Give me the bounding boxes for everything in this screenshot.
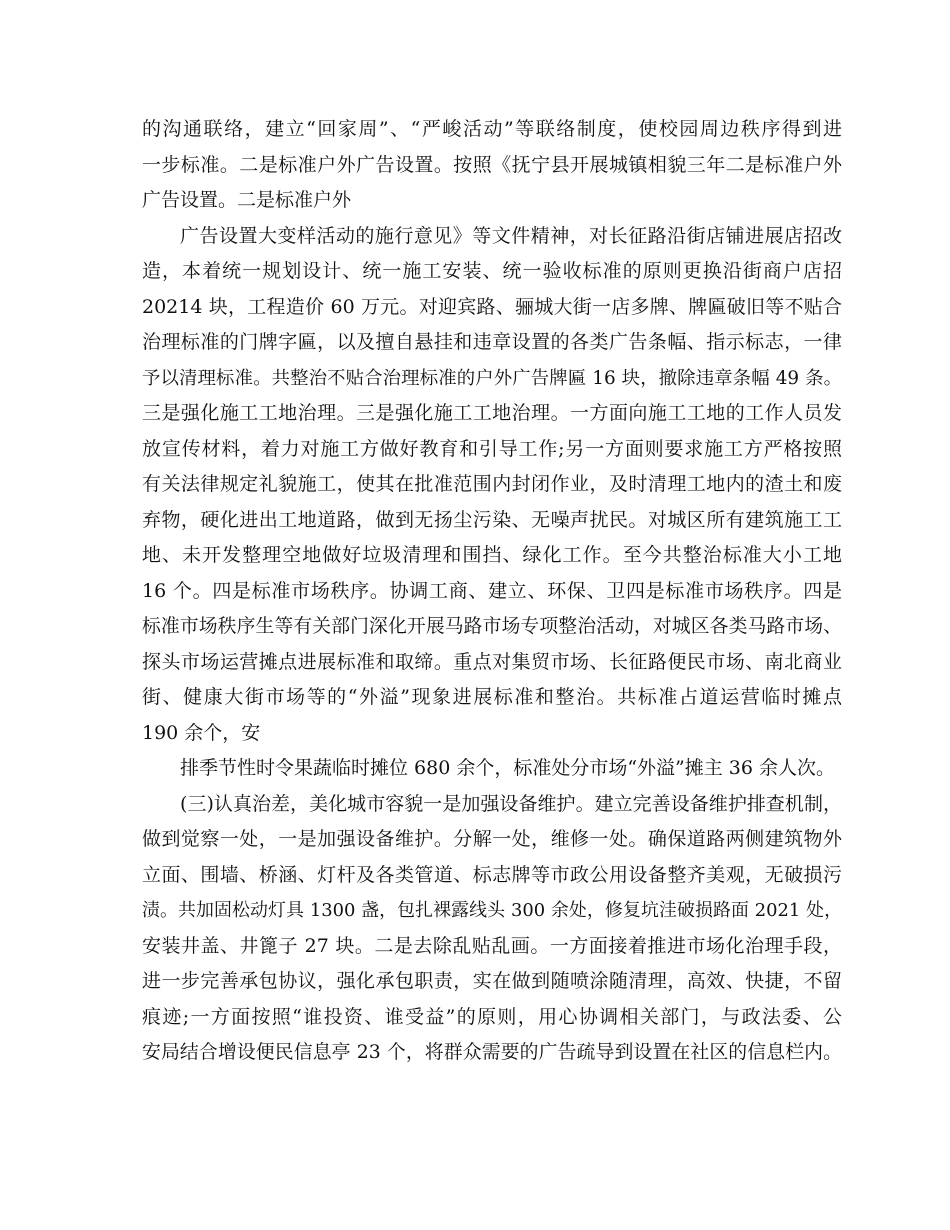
paragraph-start-line: 排季节性时令果蔬临时摊位 680 余个，标准处分市场“外溢”摊主 36 余人次。 <box>180 757 836 779</box>
text-line: 地、未开发整理空地做好垃圾清理和围挡、绿化工作。至今共整治标准大小工地 <box>142 544 842 566</box>
paragraph-start-line: 广告设置大变样活动的施行意见》等文件精神，对长征路沿街店铺进展店招改 <box>180 224 842 247</box>
text-line: 探头市场运营摊点进展标准和取缔。重点对集贸市场、长征路便民市场、南北商业 <box>142 650 842 673</box>
text-line: 造，本着统一规划设计、统一施工安装、统一验收标准的原则更换沿街商户店招 <box>142 260 842 282</box>
text-line: 标准市场秩序生等有关部门深化开展马路市场专项整治活动，对城区各类马路市场、 <box>142 616 842 637</box>
text-line: 的沟通联络，建立“回家周”、“严峻活动”等联络制度，使校园周边秩序得到进 <box>142 118 842 140</box>
text-line: 进一步完善承包协议，强化承包职责，实在做到随喷涂随清理，高效、快捷，不留 <box>142 970 842 992</box>
text-line: 做到觉察一处，一是加强设备维护。分解一处，维修一处。确保道路两侧建筑物外 <box>142 828 842 850</box>
text-line: 予以清理标准。共整治不贴合治理标准的户外广告牌匾 16 块，撤除违章条幅 49 条。 <box>142 367 842 389</box>
text-line: 广告设置。二是标准户外 <box>142 189 352 211</box>
text-line: 痕迹;一方面按照“谁投资、谁受益”的原则，用心协调相关部门，与政法委、公 <box>142 1005 842 1028</box>
text-line: 三是强化施工工地治理。三是强化施工工地治理。一方面向施工工地的工作人员发 <box>142 402 842 424</box>
text-line: 安装井盖、井篦子 27 块。二是去除乱贴乱画。一方面接着推进市场化治理手段， <box>142 934 842 957</box>
paragraph-start-line: (三)认真治差，美化城市容貌一是加强设备维护。建立完善设备维护排查机制， <box>180 792 842 815</box>
text-line: 有关法律规定礼貌施工，使其在批准范围内封闭作业，及时清理工地内的渣土和废 <box>142 473 842 495</box>
text-line: 治理标准的门牌字匾，以及擅自悬挂和违章设置的各类广告条幅、指示标志，一律 <box>142 331 842 353</box>
text-line: 一步标准。二是标准户外广告设置。按照《抚宁县开展城镇相貌三年二是标准户外 <box>142 153 842 176</box>
text-line: 街、健康大街市场等的“外溢”现象进展标准和整治。共标准占道运营临时摊点 <box>142 686 842 708</box>
text-line: 弃物，硬化进出工地道路，做到无扬尘污染、无噪声扰民。对城区所有建筑施工工 <box>142 508 842 531</box>
body-text <box>142 112 842 1071</box>
text-line: 16 个。四是标准市场秩序。协调工商、建立、环保、卫四是标准市场秩序。四是 <box>142 579 842 602</box>
text-line: 安局结合增设便民信息亭 23 个，将群众需要的广告疏导到设置在社区的信息栏内。 <box>142 1041 842 1063</box>
text-line: 20214 块，工程造价 60 万元。对迎宾路、骊城大街一店多牌、牌匾破旧等不贴合 <box>142 295 842 318</box>
text-line: 立面、围墙、桥涵、灯杆及各类管道、标志牌等市政公用设备整齐美观，无破损污 <box>142 863 842 886</box>
text-line: 渍。共加固松动灯具 1300 盏，包扎裸露线头 300 余处，修复坑洼破损路面 2021 处， <box>142 900 842 921</box>
text-line: 放宣传材料，着力对施工方做好教育和引导工作;另一方面则要求施工方严格按照 <box>142 437 842 460</box>
text-line: 190 余个，安 <box>142 721 261 744</box>
